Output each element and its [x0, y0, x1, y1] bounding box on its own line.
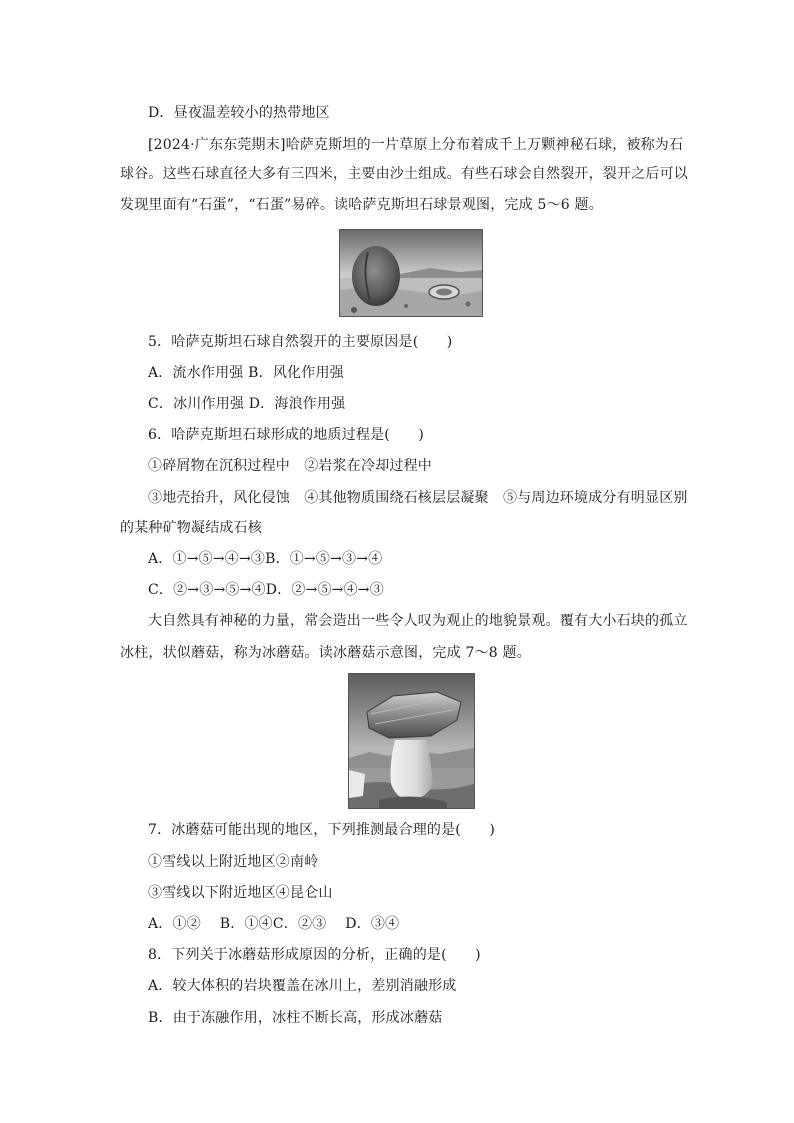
- passage2-line2: 冰柱，状似蘑菇，称为冰蘑菇。读冰蘑菇示意图，完成 7～8 题。: [120, 645, 531, 661]
- q6-options-cd: C．②→③→⑤→④D．②→⑤→④→③: [148, 582, 384, 598]
- q5-options-cd: C．冰川作用强 D．海浪作用强: [148, 396, 346, 412]
- ice-mushroom-photo: [348, 673, 475, 809]
- q8-option-a: A．较大体积的岩块覆盖在冰川上，差别消融形成: [148, 978, 457, 994]
- passage1-line2: 球谷。这些石球直径大多有三四米，主要由沙土组成。有些石球会自然裂开，裂开之后可以: [120, 166, 688, 182]
- stone-ball-photo: [339, 229, 483, 317]
- q7-items-line2: ③雪线以下附近地区④昆仑山: [148, 885, 333, 901]
- q8-option-b: B．由于冻融作用，冰柱不断长高，形成冰蘑菇: [148, 1010, 443, 1026]
- q7-items-line1: ①雪线以上附近地区②南岭: [148, 854, 319, 870]
- q7-options: A．①② B．①④C．②③ D．③④: [148, 916, 400, 932]
- passage1-line1: [2024·广东东莞期末]哈萨克斯坦的一片草原上分布着成千上万颗神秘石球，被称为石: [148, 137, 684, 153]
- q8-stem: 8．下列关于冰蘑菇形成原因的分析，正确的是( ): [148, 947, 481, 963]
- q7-stem: 7．冰蘑菇可能出现的地区，下列推测最合理的是( ): [148, 822, 496, 838]
- q6-items-line3: 的某种矿物凝结成石核: [120, 520, 262, 536]
- passage2-line1: 大自然具有神秘的力量，常会造出一些令人叹为观止的地貌景观。覆有大小石块的孤立: [148, 613, 688, 629]
- q5-stem: 5．哈萨克斯坦石球自然裂开的主要原因是( ): [148, 334, 453, 350]
- passage1-line3: 发现里面有“石蛋”，“石蛋”易碎。读哈萨克斯坦石球景观图，完成 5～6 题。: [120, 197, 603, 213]
- q6-items-line2: ③地壳抬升，风化侵蚀 ④其他物质围绕石核层层凝聚 ⑤与周边环境成分有明显区别: [148, 490, 688, 506]
- q5-options-ab: A．流水作用强 B．风化作用强: [148, 365, 344, 381]
- q6-items-line1: ①碎屑物在沉积过程中 ②岩浆在冷却过程中: [148, 458, 432, 474]
- q6-options-ab: A．①→⑤→④→③B．①→⑤→③→④: [148, 551, 383, 567]
- q4-option-d: D．昼夜温差较小的热带地区: [148, 105, 330, 121]
- q6-stem: 6．哈萨克斯坦石球形成的地质过程是( ): [148, 427, 425, 443]
